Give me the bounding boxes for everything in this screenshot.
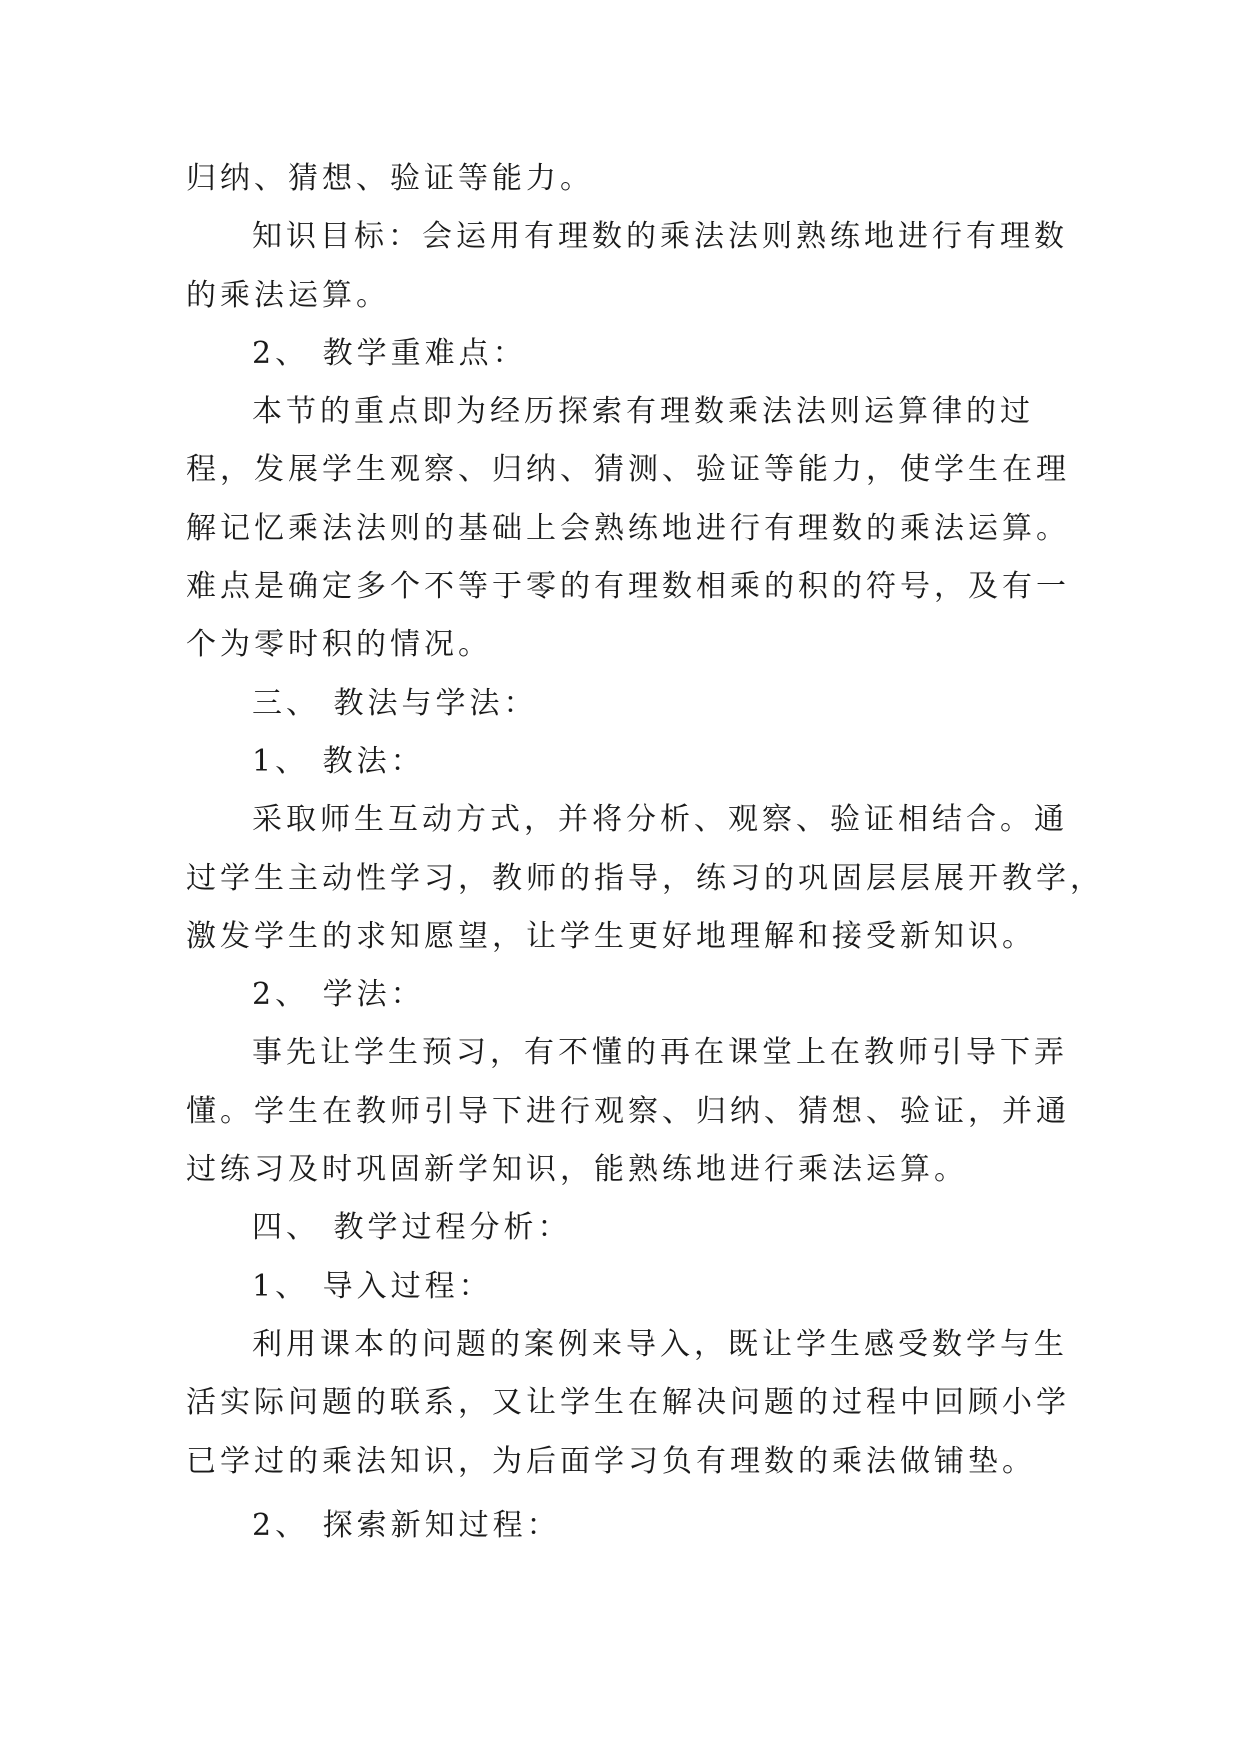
text-line: 活实际问题的联系，又让学生在解决问题的过程中回顾小学 (186, 1385, 1070, 1421)
text-line: 事先让学生预习，有不懂的再在课堂上在教师引导下弄 (252, 1035, 1068, 1071)
section-heading: 2、 教学重难点： (252, 335, 527, 371)
text-line: 知识目标：会运用有理数的乘法法则熟练地进行有理数 (252, 219, 1068, 255)
text-line: 已学过的乘法知识，为后面学习负有理数的乘法做铺垫。 (186, 1443, 1036, 1479)
text-line: 归纳、猜想、验证等能力。 (186, 161, 594, 196)
section-heading: 2、 学法： (252, 977, 425, 1013)
text-line: 本节的重点即为经历探索有理数乘法法则运算律的过 (252, 394, 1034, 430)
section-heading: 四、 教学过程分析： (252, 1210, 572, 1246)
text-line: 利用课本的问题的案例来导入，既让学生感受数学与生 (252, 1326, 1068, 1362)
text-line: 过学生主动性学习，教师的指导，练习的巩固层层展开教学， (186, 860, 1104, 896)
text-line: 难点是确定多个不等于零的有理数相乘的积的符号，及有一 (186, 569, 1070, 605)
text-line: 采取师生互动方式，并将分析、观察、验证相结合。通 (252, 802, 1068, 838)
text-line: 过练习及时巩固新学知识，能熟练地进行乘法运算。 (186, 1152, 968, 1188)
document-body (186, 150, 1104, 1555)
text-line: 激发学生的求知愿望，让学生更好地理解和接受新知识。 (186, 918, 1036, 954)
text-line: 懂。学生在教师引导下进行观察、归纳、猜想、验证，并通 (186, 1093, 1070, 1129)
text-line: 个为零时积的情况。 (186, 627, 492, 663)
section-heading: 三、 教法与学法： (252, 685, 538, 721)
section-heading: 1、 导入过程： (252, 1268, 493, 1304)
section-heading: 1、 教法： (252, 743, 425, 779)
text-line: 的乘法运算。 (186, 277, 390, 313)
text-line: 解记忆乘法法则的基础上会熟练地进行有理数的乘法运算。 (186, 510, 1070, 546)
text-line: 程，发展学生观察、归纳、猜测、验证等能力，使学生在理 (186, 452, 1070, 488)
section-heading: 2、 探索新知过程： (252, 1507, 561, 1543)
